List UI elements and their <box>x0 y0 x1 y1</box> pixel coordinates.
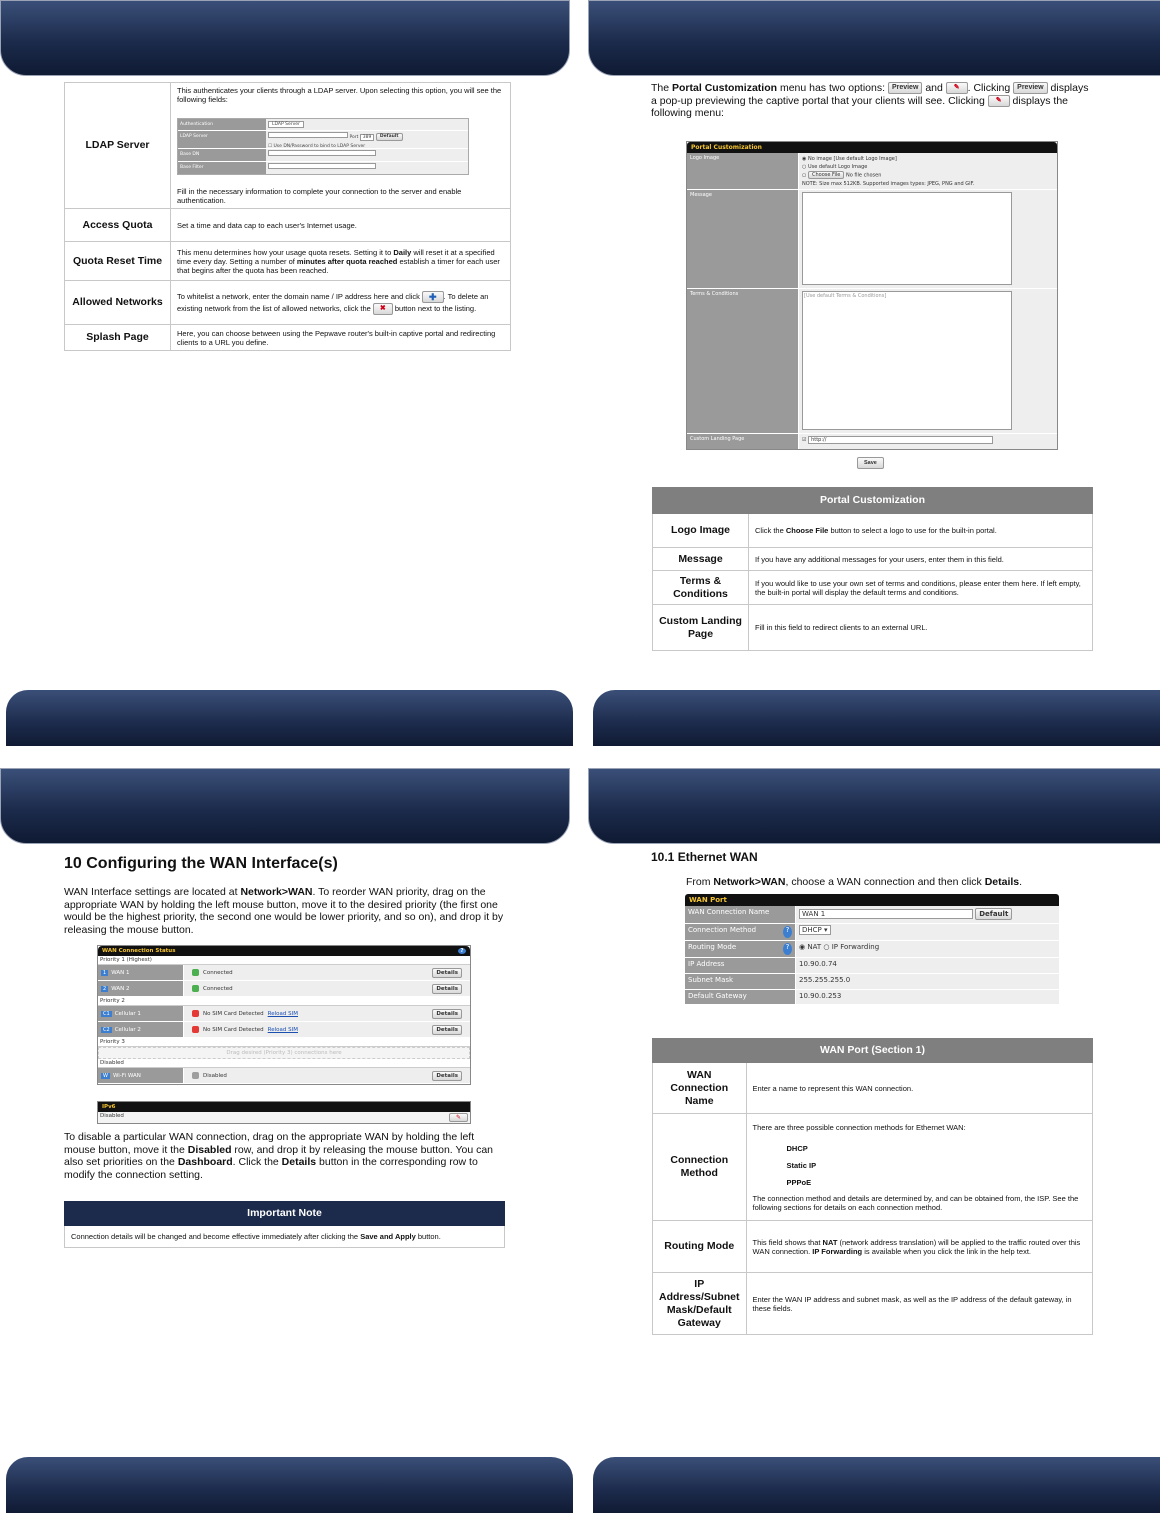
terms-textarea[interactable]: [Use default Terms & Conditions] <box>802 291 1012 430</box>
message-label: Message <box>687 190 798 288</box>
port-input[interactable]: 389 <box>360 134 375 141</box>
wan-status: Connected <box>203 970 233 976</box>
radio-icon[interactable]: ○ <box>823 943 830 951</box>
ip-value: 10.90.0.74 <box>795 958 1059 973</box>
table-title: WAN Port (Section 1) <box>653 1039 1093 1063</box>
connection-method-select[interactable]: DHCP ▾ <box>799 925 831 935</box>
page-footer-banner <box>593 690 1160 746</box>
row-desc: Fill in this field to redirect clients to an external URL. <box>749 605 1093 651</box>
row-label: Terms & Conditions <box>653 571 749 605</box>
url-input[interactable]: http:// <box>808 436 993 444</box>
radio-icon[interactable]: ◉ <box>799 943 806 951</box>
server-label: LDAP Server <box>178 131 266 148</box>
radio-icon[interactable]: ○ <box>802 164 807 170</box>
subnet-value: 255.255.255.0 <box>795 974 1059 989</box>
wan-name: Wi-Fi WAN <box>112 1072 141 1079</box>
disabled-label: Disabled <box>98 1059 470 1068</box>
page-header-banner <box>0 768 570 844</box>
row-desc: Set a time and data cap to each user's Internet usage. <box>171 209 511 242</box>
landing-label: Custom Landing Page <box>687 434 798 449</box>
preview-button: Preview <box>1013 82 1047 94</box>
note-text: Connection details will be changed and become effective immediately after clicking the Save and Apply button. <box>65 1226 505 1248</box>
use-dn-label: Use DN/Password to bind to LDAP Server <box>273 144 366 149</box>
page-header-banner <box>588 0 1160 76</box>
base-filter-label: Base Filter <box>178 162 266 174</box>
row-label: Allowed Networks <box>65 281 171 325</box>
page-2 <box>580 0 1160 757</box>
section-heading: 10.1 Ethernet WAN <box>651 850 758 864</box>
row-desc: This menu determines how your usage quota resets. Setting it to Daily will reset it at a specified time every day. Setting a number of minutes after quota reached establish a timer for each user that begins after the quota has been reached. <box>171 242 511 281</box>
help-icon[interactable]: ? <box>783 926 792 938</box>
page-footer-banner <box>6 690 573 746</box>
auth-select[interactable]: LDAP Server <box>268 121 304 128</box>
wan-type-icon: 1 <box>103 969 107 976</box>
message-textarea[interactable] <box>802 192 1012 285</box>
priority-1-label: Priority 1 (Highest) <box>98 956 470 965</box>
ipv6-status: Disabled <box>100 1113 124 1119</box>
wan-type-icon: 2 <box>103 985 107 992</box>
wan-name: Cellular 1 <box>114 1010 141 1017</box>
details-button[interactable]: Details <box>432 1009 462 1019</box>
server-input[interactable] <box>268 132 348 138</box>
add-icon: ✚ <box>422 291 444 303</box>
gateway-value: 10.90.0.253 <box>795 990 1059 1004</box>
reload-sim-link[interactable]: Reload SIM <box>267 1011 298 1017</box>
captive-portal-options-table <box>64 82 511 351</box>
row-desc: There are three possible connection methods for Ethernet WAN: DHCP Static IP PPPoE The connection method and details are determined by, and can be obtained from, the ISP. See the following sections for details on each connection method. <box>746 1114 1092 1221</box>
status-icon <box>192 969 199 976</box>
row-desc: If you would like to use your own set of terms and conditions, please enter them here. If left empty, the built-in portal will display the default terms and conditions. <box>749 571 1093 605</box>
row-label: WAN Connection Name <box>653 1063 747 1114</box>
wan-status: No SIM Card Detected <box>203 1027 264 1033</box>
wan-type-icon: W <box>103 1072 108 1079</box>
page-header-banner <box>588 768 1160 844</box>
drop-zone[interactable]: Drag desired (Priority 3) connections here <box>98 1047 470 1059</box>
delete-icon: ✖ <box>373 303 393 315</box>
row-desc: Here, you can choose between using the Pepwave router's built-in captive portal and redirecting clients to a URL you define. <box>171 325 511 351</box>
radio-icon[interactable]: ◉ <box>802 156 807 162</box>
choose-file-button[interactable]: Choose File <box>808 171 844 179</box>
status-icon <box>192 1026 199 1033</box>
panel-title: WAN Connection Status <box>102 948 176 954</box>
row-label: Connection Method <box>653 1114 747 1221</box>
row-desc: If you have any additional messages for your users, enter them in this field. <box>749 548 1093 571</box>
row-desc: Enter the WAN IP address and subnet mask, as well as the IP address of the default gateway, in these fields. <box>746 1273 1092 1335</box>
page-1 <box>0 0 580 757</box>
wan-row[interactable] <box>98 965 470 981</box>
wan-row[interactable] <box>98 1068 470 1084</box>
status-icon <box>192 985 199 992</box>
row-desc: This field shows that NAT (network address translation) will be applied to the traffic routed over this WAN connection. IP Forwarding is available when you click the link in the help text. <box>746 1221 1092 1273</box>
important-note-table <box>64 1201 505 1248</box>
wan-port-screenshot: WAN Port WAN Connection Name WAN 1 Default Connection Method ? DHCP ▾ Routing Mode ? ◉ NAT ○ IP Forwarding IP Address 10.90.0.74 Subnet Mask 255.255.255.0 Default Gateway 10.90.0.253 <box>685 894 1059 1005</box>
details-button[interactable]: Details <box>432 968 462 978</box>
status-icon <box>192 1072 199 1079</box>
base-dn-input[interactable] <box>268 150 376 156</box>
wan-status: Disabled <box>203 1073 227 1079</box>
details-button[interactable]: Details <box>432 984 462 994</box>
ethernet-intro: From Network>WAN, choose a WAN connection and then click Details. <box>686 876 1023 888</box>
section-heading: 10 Configuring the WAN Interface(s) <box>64 855 338 872</box>
portal-customization-screenshot: Portal Customization Logo Image ◉ No image [Use default Logo Image] ○ Use default Logo Image ○ Choose File No file chosen NOTE: Size max 512KB. Supported images types: JPEG, PNG and GIF. Message Terms & Conditions [Use default Terms & Conditions] Custom Landing Page ☑ http:// <box>686 141 1058 450</box>
row-desc: This authenticates your clients through a LDAP server. Upon selecting this option, you will see the following fields: <box>177 86 502 104</box>
wan-name-input[interactable]: WAN 1 <box>799 909 973 919</box>
save-button[interactable]: Save <box>857 457 884 469</box>
port-label: Port <box>349 135 359 140</box>
checkbox[interactable]: ☐ <box>268 144 273 149</box>
edit-icon[interactable]: ✎ <box>449 1113 468 1122</box>
panel-title: Portal Customization <box>687 142 1057 153</box>
row-label: Access Quota <box>65 209 171 242</box>
table-title: Portal Customization <box>653 488 1093 514</box>
ldap-settings-screenshot <box>177 118 469 175</box>
page-header-banner <box>0 0 570 76</box>
page-3 <box>0 757 580 1514</box>
ipv6-title: IPv6 <box>98 1102 470 1112</box>
row-desc: Fill in the necessary information to complete your connection to the server and enable authentication. <box>177 187 462 205</box>
auth-label: Authentication <box>178 119 266 130</box>
radio-icon[interactable]: ○ <box>802 172 807 179</box>
preview-button: Preview <box>888 82 922 94</box>
row-label: Splash Page <box>65 325 171 351</box>
wan-name: WAN 1 <box>111 969 130 976</box>
portal-customization-table <box>652 487 1093 651</box>
page-footer-banner <box>6 1457 573 1513</box>
edit-icon: ✎ <box>988 95 1010 107</box>
row-desc: Enter a name to represent this WAN connection. <box>746 1063 1092 1114</box>
row-label: LDAP Server <box>65 83 171 209</box>
row-label: Message <box>653 548 749 571</box>
checkbox[interactable]: ☑ <box>802 437 807 443</box>
page-4 <box>580 757 1160 1514</box>
wan-status: No SIM Card Detected <box>203 1011 264 1017</box>
page-footer-banner <box>593 1457 1160 1513</box>
wan-type-icon: C1 <box>103 1010 110 1017</box>
priority-3-label: Priority 3 <box>98 1038 470 1047</box>
wan-row[interactable] <box>98 981 470 997</box>
wan-name: WAN 2 <box>111 985 130 992</box>
panel-title: WAN Port <box>685 894 1059 906</box>
row-label: Routing Mode <box>653 1221 747 1273</box>
wan-status: Connected <box>203 986 233 992</box>
priority-2-label: Priority 2 <box>98 997 470 1006</box>
default-button[interactable]: Default <box>975 908 1012 920</box>
wan-name: Cellular 2 <box>114 1026 141 1033</box>
help-icon[interactable]: ? <box>458 948 466 954</box>
logo-label: Logo Image <box>687 153 798 189</box>
default-button[interactable]: Default <box>376 133 403 141</box>
wan-disable-paragraph: To disable a particular WAN connection, drag on the appropriate WAN by holding the left mouse button, move it the Disabled row, and drop it by releasing the mouse button. You can also set priorities on the Dashboard. Click the Details button in the corresponding row to modify the connection setting. <box>64 1131 494 1181</box>
edit-icon: ✎ <box>946 82 968 94</box>
status-icon <box>192 1010 199 1017</box>
terms-label: Terms & Conditions <box>687 289 798 433</box>
row-label: Custom Landing Page <box>653 605 749 651</box>
row-label: Quota Reset Time <box>65 242 171 281</box>
base-filter-input[interactable] <box>268 163 376 169</box>
reload-sim-link[interactable]: Reload SIM <box>267 1027 298 1033</box>
wan-row[interactable] <box>98 1022 470 1038</box>
note-title: Important Note <box>65 1202 505 1226</box>
base-dn-label: Base DN <box>178 149 266 161</box>
row-desc: Click the Choose File button to select a logo to use for the built-in portal. <box>749 514 1093 548</box>
row-label: IP Address/Subnet Mask/Default Gateway <box>653 1273 747 1335</box>
wan-row[interactable] <box>98 1006 470 1022</box>
wan-type-icon: C2 <box>103 1026 110 1033</box>
details-button[interactable]: Details <box>432 1071 462 1081</box>
help-icon[interactable]: ? <box>783 943 792 955</box>
wan-status-screenshot <box>97 945 471 1085</box>
portal-intro-paragraph: The Portal Customization menu has two options: Preview and ✎ . Clicking Preview displays a pop-up previewing the captive portal that your clients will see. Clicking ✎ displays the following menu: <box>651 82 1089 120</box>
row-desc: To whitelist a network, enter the domain name / IP address here and click ✚ . To delete an existing network from the list of allowed networks, click the ✖ button next to the listing. <box>171 281 511 325</box>
wan-port-table <box>652 1038 1093 1335</box>
details-button[interactable]: Details <box>432 1025 462 1035</box>
ipv6-screenshot <box>97 1101 471 1124</box>
row-label: Logo Image <box>653 514 749 548</box>
wan-intro-paragraph: WAN Interface settings are located at Network>WAN. To reorder WAN priority, drag on the appropriate WAN by holding the left mouse button, move it to the desired priority (the first one would be the highest priority, the second one would be lower priority, and so on), and drop it by releasing the mouse button. <box>64 886 504 936</box>
